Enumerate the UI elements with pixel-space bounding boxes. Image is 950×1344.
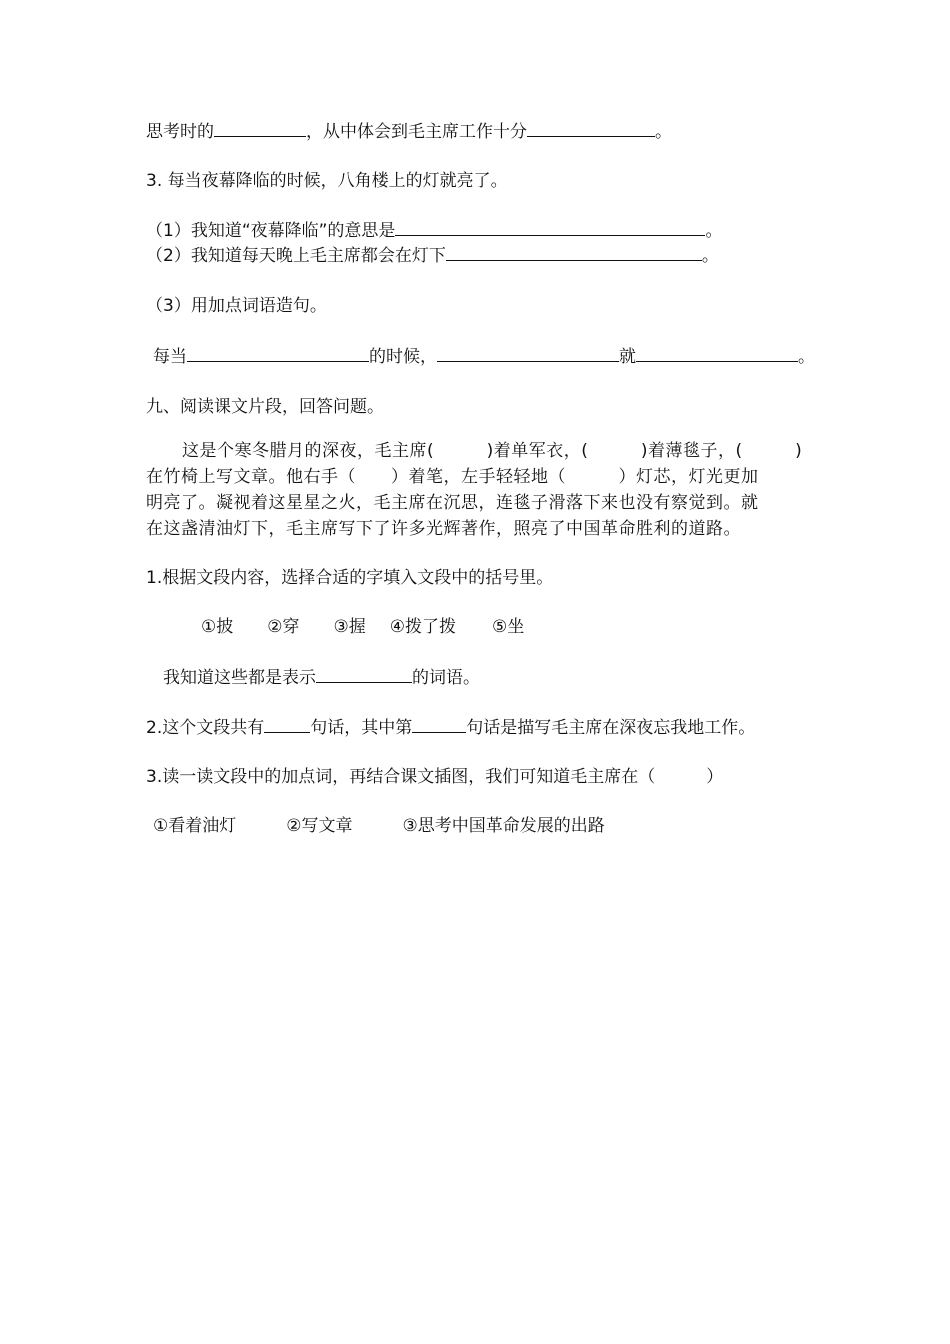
answer-blank[interactable] <box>437 345 619 362</box>
text-segment: 。 <box>655 122 672 142</box>
text-segment: 句话，其中第 <box>310 718 413 738</box>
answer-blank[interactable] <box>187 345 369 362</box>
section-9-heading: 九、阅读课文片段，回答问题。 <box>146 397 384 417</box>
text-segment: 每当 <box>153 347 187 367</box>
passage-line: 在竹椅上写文章。他右手（ ）着笔，左手轻轻地（ ）灯芯，灯光更加 <box>146 467 759 487</box>
text-segment: 的词语。 <box>412 668 480 688</box>
section-9-question-1-followup <box>163 666 480 689</box>
text-segment: 。 <box>705 221 723 241</box>
reading-passage <box>146 438 811 542</box>
option-item: ⑤坐 <box>492 617 525 637</box>
answer-line-continuation <box>146 120 672 143</box>
question-3-sub1 <box>146 219 722 242</box>
question-3-sub3: （3）用加点词语造句。 <box>146 296 327 316</box>
text-segment: 我知道这些都是表示 <box>163 668 316 688</box>
section-9-question-2 <box>146 716 755 739</box>
passage-line: 明亮了。凝视着这星星之火，毛主席在沉思，连毯子滑落下来也没有察觉到。就 <box>146 493 759 513</box>
answer-blank[interactable] <box>214 120 306 137</box>
text-segment: 思考时的 <box>146 122 214 142</box>
answer-blank[interactable] <box>316 666 412 683</box>
answer-blank[interactable] <box>412 716 466 733</box>
sentence-making-line <box>153 345 815 368</box>
option-list <box>153 815 605 837</box>
option-list <box>201 616 524 638</box>
option-item: ②写文章 <box>286 816 353 836</box>
text-segment: 。 <box>798 347 815 367</box>
answer-blank[interactable] <box>636 345 798 362</box>
text-segment: 就 <box>619 347 636 367</box>
text-segment: （2）我知道每天晚上毛主席都会在灯下 <box>146 246 446 266</box>
answer-blank[interactable] <box>264 716 310 733</box>
text-segment: 2.这个文段共有 <box>146 718 265 738</box>
text-segment: ，从中体会到毛主席工作十分 <box>306 122 527 142</box>
option-item: ③握 <box>333 617 366 637</box>
option-item: ①披 <box>201 617 234 637</box>
answer-blank[interactable] <box>527 120 655 137</box>
option-item: ④拨了拨 <box>389 617 456 637</box>
section-9-question-3: 3.读一读文段中的加点词，再结合课文插图，我们可知道毛主席在（ ） <box>146 767 724 787</box>
answer-blank[interactable] <box>446 244 702 261</box>
text-segment: 的时候， <box>369 347 437 367</box>
text-segment: 句话是描写毛主席在深夜忘我地工作。 <box>466 718 756 738</box>
section-9-question-1: 1.根据文段内容，选择合适的字填入文段中的括号里。 <box>146 568 554 588</box>
passage-line: 这是个寒冬腊月的深夜，毛主席( )着单军衣，( )着薄毯子，( ) <box>182 441 803 461</box>
passage-line: 在这盏清油灯下，毛主席写下了许多光辉著作，照亮了中国革命胜利的道路。 <box>146 519 741 539</box>
question-3-sub2 <box>146 244 719 267</box>
question-3-title: 3. 每当夜幕降临的时候，八角楼上的灯就亮了。 <box>146 171 508 191</box>
answer-blank[interactable] <box>395 219 705 236</box>
option-item: ①看着油灯 <box>153 816 237 836</box>
option-item: ②穿 <box>267 617 300 637</box>
text-segment: 。 <box>701 246 719 266</box>
option-item: ③思考中国革命发展的出路 <box>402 816 605 836</box>
text-segment: （1）我知道“夜幕降临”的意思是 <box>146 221 396 241</box>
